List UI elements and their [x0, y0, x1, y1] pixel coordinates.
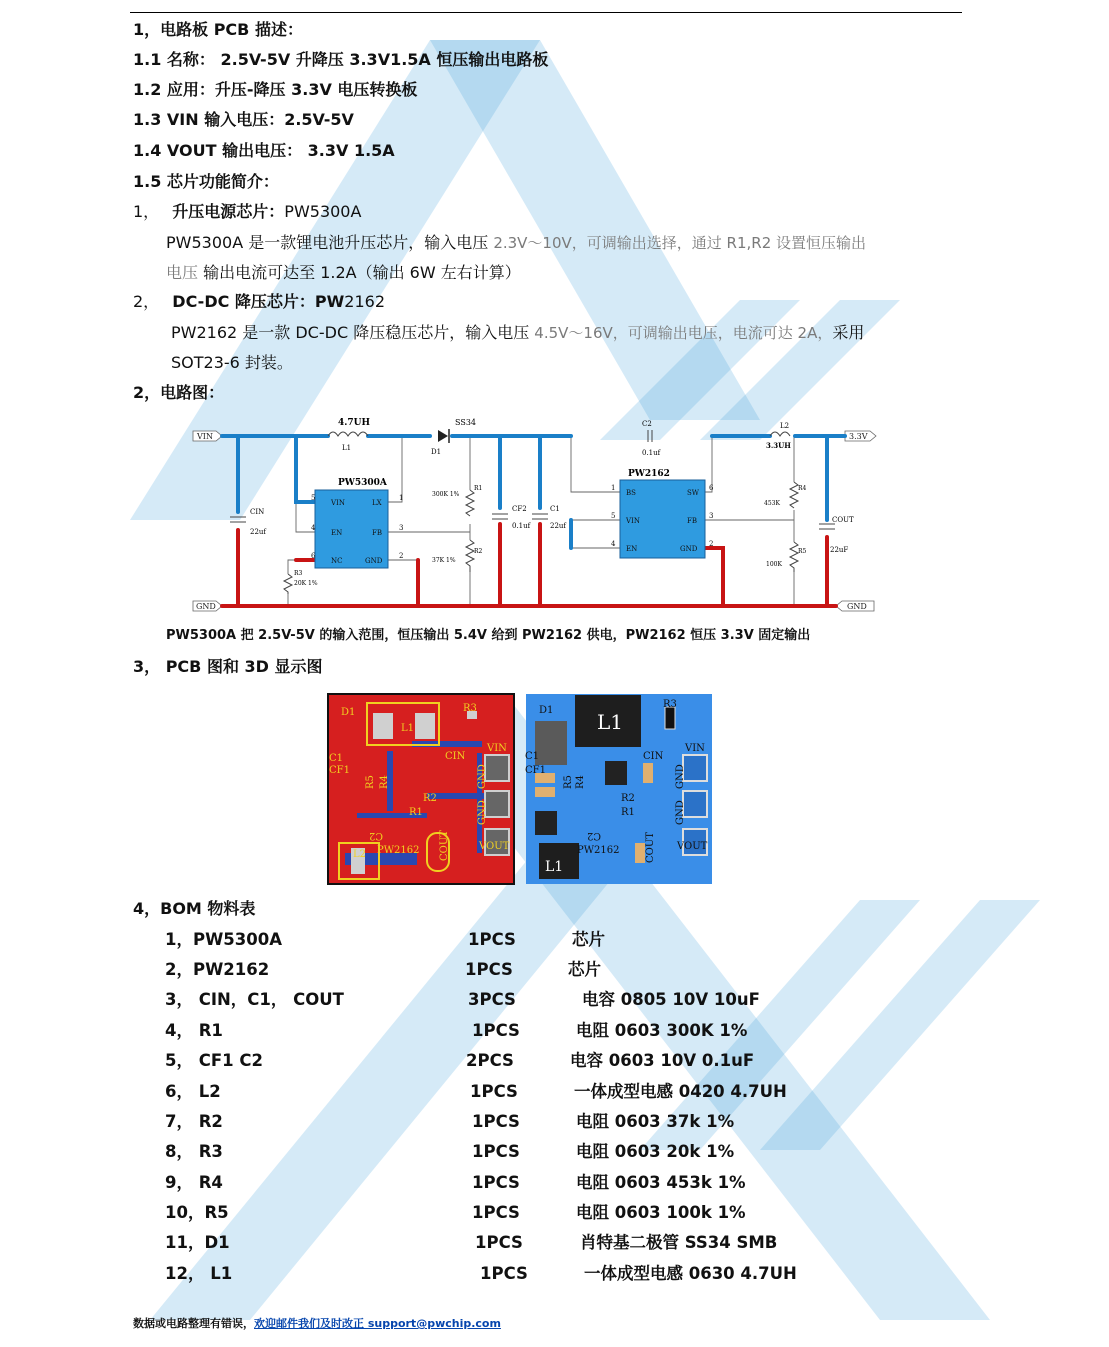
pcb-cf1: CF1: [329, 765, 350, 776]
pcb3d-c2: C2: [586, 830, 601, 841]
footer-note: [133, 1315, 501, 1331]
section1-heading: 1，电路板 PCB 描述：: [133, 20, 303, 39]
bom-item-8: 8， R3: [165, 1142, 223, 1161]
pcb3d-header: [683, 755, 707, 855]
bom-qty-3: 3PCS: [468, 990, 516, 1009]
u2-gnd: GND: [680, 545, 698, 553]
chip2-desc1-a: PW2162 是一款 DC-DC 降压稳压芯片，输入电压: [171, 323, 535, 342]
pcb3d-gnd2: GND: [675, 764, 686, 789]
pcb-header: [485, 755, 509, 855]
pcb-c2: C2: [368, 830, 383, 841]
bom-qty-6: 1PCS: [470, 1082, 518, 1101]
pcb-l1: L1: [401, 723, 415, 734]
bom-desc-7: 电阻 0603 37k 1%: [576, 1112, 735, 1131]
pcb3d-cout: COUT: [645, 832, 656, 863]
l2-ref: L2: [780, 422, 790, 430]
pcb-r4: R4: [379, 775, 390, 789]
r2-ref: R2: [474, 548, 483, 555]
bom-desc-2: 芯片: [568, 960, 601, 979]
u1-pin2: 2: [399, 552, 404, 560]
footer-email-link[interactable]: 欢迎邮件我们及时改正 support@pwchip.com: [254, 1317, 501, 1330]
capacitor-cin: [230, 517, 246, 522]
u1-pin6: 6: [311, 552, 316, 560]
inductor-l1: [328, 432, 368, 436]
u1-vin: VIN: [331, 499, 345, 507]
pcb3d-l1b: L1: [545, 859, 564, 875]
chip2-desc1-c: 采用: [832, 323, 865, 342]
pcb3d-chip: [605, 761, 627, 785]
u1-fb: FB: [372, 529, 383, 537]
r3-value: 20K 1%: [294, 580, 318, 587]
pcb3d-r2: R2: [621, 793, 635, 804]
chip1-desc-line1: [166, 233, 866, 253]
chip2-title: [133, 292, 385, 312]
bom-desc-11: 肖特基二极管 SS34 SMB: [580, 1233, 778, 1252]
bom-item-3: 3， CIN，C1， COUT: [165, 990, 344, 1009]
vin-label: VIN: [197, 432, 213, 441]
pcb-cout: COUT: [439, 830, 450, 861]
u1-gnd: GND: [365, 557, 383, 565]
pcb-pw2162: PW2162: [377, 845, 420, 856]
capacitor-c1: [532, 514, 548, 519]
chip1-desc2-a: 电压: [166, 263, 199, 282]
bom-qty-4: 1PCS: [472, 1021, 520, 1040]
top-rule: [130, 12, 962, 13]
u1-pin1: 1: [399, 494, 404, 502]
l1-ref: L1: [342, 444, 352, 452]
circuit-schematic: [190, 412, 880, 617]
section4-heading: 4，BOM 物料表: [133, 899, 256, 918]
d1-value: SS34: [455, 418, 476, 427]
bom-item-5: 5， CF1 C2: [165, 1051, 263, 1070]
bom-qty-1: 1PCS: [468, 930, 516, 949]
l1-value: 4.7UH: [338, 418, 371, 428]
bom-desc-1: 芯片: [572, 930, 605, 949]
chip1-title: [133, 202, 361, 222]
r3-ref: R3: [294, 570, 303, 577]
gnd-label-left: GND: [196, 602, 216, 611]
bom-qty-12: 1PCS: [480, 1264, 528, 1283]
spec-name: 1.1 名称： 2.5V-5V 升降压 3.3V1.5A 恒压输出电路板: [133, 50, 549, 69]
cf2-ref: CF2: [512, 505, 527, 513]
bom-qty-11: 1PCS: [475, 1233, 523, 1252]
pcb-layout: [327, 693, 515, 885]
pcb3d-vout: VOUT: [677, 841, 708, 852]
gnd-label-right: GND: [847, 602, 867, 611]
spec-vin: 1.3 VIN 输入电压：2.5V-5V: [133, 110, 354, 129]
pcb3d-cin: CIN: [643, 751, 664, 762]
schematic-caption: PW5300A 把 2.5V-5V 的输入范围，恒压输出 5.4V 给到 PW2162 供电，PW2162 恒压 3.3V 固定输出: [166, 628, 811, 643]
pcb3d-chip2: [535, 811, 557, 835]
c2-ref: C2: [642, 420, 652, 428]
pcb-c1: C1: [329, 753, 344, 764]
u1-en: EN: [331, 529, 343, 537]
l2-value: 3.3UH: [766, 441, 791, 450]
resistor-r2: [466, 540, 474, 572]
r5-value: 100K: [766, 561, 782, 568]
capacitor-cf2: [492, 514, 508, 519]
pcb-gnd2: GND: [477, 764, 488, 789]
r2-value: 37K 1%: [432, 557, 456, 564]
pcb3d-r3: R3: [663, 699, 677, 710]
r4-value: 453K: [764, 500, 780, 507]
chip-intro-heading: 1.5 芯片功能简介：: [133, 172, 279, 191]
bom-item-1: 1，PW5300A: [165, 930, 282, 949]
bom-item-11: 11，D1: [165, 1233, 230, 1252]
bom-item-7: 7， R2: [165, 1112, 223, 1131]
cout-value: 22uF: [830, 546, 849, 554]
bom-desc-5: 电容 0603 10V 0.1uF: [570, 1051, 755, 1070]
chip2-desc1-b: 4.5V～16V，可调输出电压，电流可达 2A，: [534, 324, 833, 342]
u1-pin5: 5: [311, 494, 316, 502]
bom-desc-8: 电阻 0603 20k 1%: [576, 1142, 735, 1161]
chip1-desc1-b: 2.3V～10V，可调输出选择，通过 R1,R2 设置恒压输出: [493, 234, 867, 252]
d1-ref: D1: [431, 448, 442, 456]
cin-ref: CIN: [250, 508, 265, 516]
u2-pin3: 3: [709, 512, 714, 520]
bom-item-2: 2，PW2162: [165, 960, 270, 979]
pcb3d-l1: L1: [597, 710, 624, 734]
pcb-d1: D1: [341, 707, 356, 718]
diode-d1: [438, 430, 448, 442]
bom-qty-7: 1PCS: [472, 1112, 520, 1131]
pcb3d-d1: D1: [539, 705, 554, 716]
u2-pin5: 5: [611, 512, 616, 520]
pcb-3d-render: [525, 693, 713, 885]
section2-heading: 2，电路图：: [133, 383, 225, 402]
pcb-r3: R3: [463, 703, 477, 714]
u1-nc: NC: [331, 557, 343, 565]
c1-value: 22uf: [550, 522, 567, 530]
spec-vout: 1.4 VOUT 输出电压： 3.3V 1.5A: [133, 141, 395, 160]
pcb3d-diode: [535, 721, 567, 765]
pcb-r1: R1: [409, 807, 423, 818]
bom-item-6: 6， L2: [165, 1082, 221, 1101]
c2-value: 0.1uf: [642, 449, 661, 457]
capacitor-c2: [648, 430, 652, 442]
chip2-num: 2，: [133, 292, 160, 311]
resistor-r4: [790, 482, 798, 508]
resistor-r5: [790, 542, 798, 572]
chip2-desc-line2: SOT23-6 封装。: [171, 353, 293, 372]
chip1-name: PW5300A: [284, 202, 362, 221]
out-label: 3.3V: [849, 432, 868, 441]
chip1-num: 1，: [133, 202, 160, 221]
resistor-r3: [284, 574, 292, 594]
pcb3d-vin: VIN: [685, 743, 705, 754]
pcb3d-c1: C1: [525, 751, 540, 762]
bom-item-9: 9， R4: [165, 1173, 223, 1192]
resistor-r1: [466, 490, 474, 516]
pcb-r2: R2: [423, 793, 437, 804]
u2-en: EN: [626, 545, 638, 553]
bom-desc-6: 一体成型电感 0420 4.7UH: [574, 1082, 787, 1101]
bom-qty-10: 1PCS: [472, 1203, 520, 1222]
bom-qty-5: 2PCS: [466, 1051, 514, 1070]
u1-name: PW5300A: [338, 478, 387, 488]
bom-qty-8: 1PCS: [472, 1142, 520, 1161]
u2-bs: BS: [626, 489, 636, 497]
pcb-cin: CIN: [445, 751, 466, 762]
pcb-r5: R5: [365, 775, 376, 789]
inductor-l2: [770, 432, 790, 436]
bom-desc-4: 电阻 0603 300K 1%: [576, 1021, 748, 1040]
chip1-desc1-a: PW5300A 是一款锂电池升压芯片，输入电压: [166, 233, 494, 252]
u2-fb: FB: [687, 517, 698, 525]
pcb3d-r5: R5: [563, 775, 574, 789]
bom-item-10: 10，R5: [165, 1203, 229, 1222]
u1-lx: LX: [372, 499, 382, 507]
chip1-desc2-b: 输出电流可达至 1.2A（输出 6W 左右计算）: [198, 263, 521, 282]
bom-qty-9: 1PCS: [472, 1173, 520, 1192]
bom-desc-3: 电容 0805 10V 10uF: [582, 990, 760, 1009]
pcb3d-r4: R4: [575, 775, 586, 789]
pcb3d-r3: [665, 707, 675, 729]
r4-ref: R4: [798, 485, 807, 492]
u2-sw: SW: [687, 489, 699, 497]
pcb3d-r1: R1: [621, 807, 635, 818]
pcb-l2: L2: [353, 849, 367, 860]
cf2-value: 0.1uf: [512, 522, 531, 530]
pcb-gnd: GND: [477, 800, 488, 825]
bom-qty-2: 1PCS: [465, 960, 513, 979]
bom-desc-10: 电阻 0603 100k 1%: [576, 1203, 746, 1222]
pcb-vout: VOUT: [479, 841, 510, 852]
chip1-label: 升压电源芯片：: [172, 202, 285, 221]
bom-item-4: 4， R1: [165, 1021, 223, 1040]
chip2-desc-line1: [171, 323, 864, 343]
u2-pin4: 4: [611, 540, 616, 548]
r5-ref: R5: [798, 548, 807, 555]
ground-traces: [222, 524, 836, 606]
spec-application: 1.2 应用：升压-降压 3.3V 电压转换板: [133, 80, 418, 99]
chip1-desc-line2: [166, 263, 521, 283]
bom-item-12: 12， L1: [165, 1264, 233, 1283]
c1-ref: C1: [550, 505, 560, 513]
bom-desc-12: 一体成型电感 0630 4.7UH: [584, 1264, 797, 1283]
u2-vin: VIN: [626, 517, 640, 525]
footer-text: 数据或电路整理有错误，: [133, 1317, 254, 1330]
pcb3d-pw2162: PW2162: [577, 845, 620, 856]
pcb-vin: VIN: [487, 743, 507, 754]
pcb3d-cf1: CF1: [525, 765, 546, 776]
pcb3d-gnd: GND: [675, 800, 686, 825]
r1-value: 300K 1%: [432, 491, 460, 498]
section3-heading: 3， PCB 图和 3D 显示图: [133, 657, 323, 676]
u2-name: PW2162: [628, 469, 670, 479]
cin-value: 22uf: [250, 528, 267, 536]
u1-pin3: 3: [399, 524, 404, 532]
cout-ref: COUT: [832, 516, 854, 524]
chip2-name: 2162: [344, 292, 386, 311]
u2-pin2: 2: [709, 540, 714, 548]
u1-pin4: 4: [311, 524, 316, 532]
u2-pin1: 1: [611, 484, 616, 492]
u2-pin6: 6: [709, 484, 714, 492]
chip2-label: DC-DC 降压芯片：PW: [172, 292, 345, 311]
r1-ref: R1: [474, 485, 483, 492]
bom-desc-9: 电阻 0603 453k 1%: [576, 1173, 746, 1192]
capacitor-cout: [819, 524, 835, 529]
